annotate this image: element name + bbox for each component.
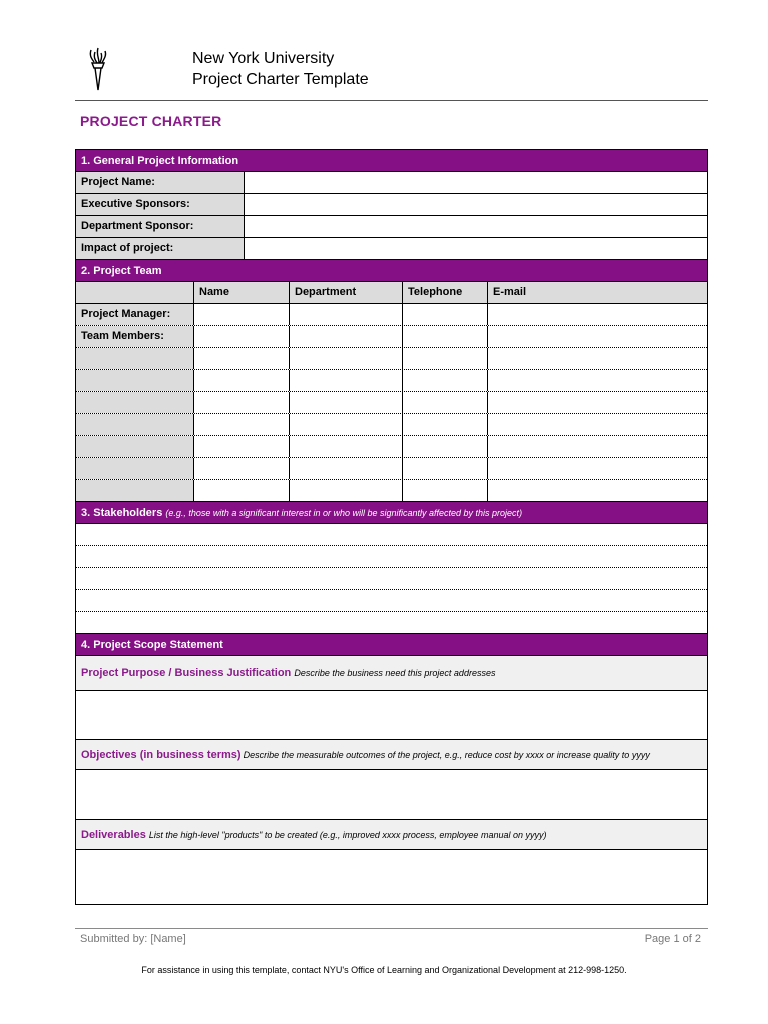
team-telephone-cell[interactable] xyxy=(403,304,488,325)
document-header xyxy=(75,40,708,101)
stakeholder-line[interactable] xyxy=(76,612,707,634)
team-department-cell[interactable] xyxy=(290,370,403,391)
team-telephone-cell[interactable] xyxy=(403,326,488,347)
team-email-cell[interactable] xyxy=(488,326,707,347)
field-row-executive-sponsors xyxy=(76,194,707,216)
purpose-subheader xyxy=(76,656,707,691)
objectives-subheader xyxy=(76,740,707,770)
document-title: Project Charter Template xyxy=(192,71,369,88)
team-name-cell[interactable] xyxy=(194,458,290,479)
table-row xyxy=(76,458,707,480)
team-email-cell[interactable] xyxy=(488,392,707,413)
organization-name: New York University xyxy=(192,50,335,67)
stakeholder-line[interactable] xyxy=(76,590,707,612)
stakeholder-line[interactable] xyxy=(76,546,707,568)
table-row xyxy=(76,480,707,502)
purpose-text-area[interactable] xyxy=(76,691,707,740)
section-project-team-header: 2. Project Team xyxy=(76,260,707,282)
team-name-cell[interactable] xyxy=(194,304,290,325)
team-department-cell[interactable] xyxy=(290,392,403,413)
team-role-label xyxy=(76,370,194,391)
team-role-label xyxy=(76,414,194,435)
deliverables-title: Deliverables xyxy=(81,829,146,841)
team-name-cell[interactable] xyxy=(194,436,290,457)
table-row xyxy=(76,436,707,458)
team-email-cell[interactable] xyxy=(488,414,707,435)
team-department-cell[interactable] xyxy=(290,480,403,501)
table-row xyxy=(76,370,707,392)
team-email-cell[interactable] xyxy=(488,304,707,325)
table-row xyxy=(76,326,707,348)
field-row-department-sponsor xyxy=(76,216,707,238)
field-label: Project Name: xyxy=(76,172,245,193)
team-name-cell[interactable] xyxy=(194,414,290,435)
team-role-label: Project Manager: xyxy=(76,304,194,325)
team-role-label: Team Members: xyxy=(76,326,194,347)
team-department-cell[interactable] xyxy=(290,458,403,479)
page-number: Page 1 of 2 xyxy=(644,933,701,945)
column-header-role xyxy=(76,282,194,303)
team-table-header xyxy=(76,282,707,304)
team-name-cell[interactable] xyxy=(194,326,290,347)
field-row-impact xyxy=(76,238,707,260)
project-name-field[interactable] xyxy=(245,172,707,193)
purpose-title: Project Purpose / Business Justification xyxy=(81,667,292,679)
deliverables-text-area[interactable] xyxy=(76,850,707,904)
project-charter-form xyxy=(75,149,708,905)
team-email-cell[interactable] xyxy=(488,436,707,457)
team-role-label xyxy=(76,480,194,501)
nyu-torch-icon xyxy=(83,46,113,96)
team-role-label xyxy=(76,392,194,413)
section-stakeholders-header xyxy=(76,502,707,524)
table-row xyxy=(76,414,707,436)
team-telephone-cell[interactable] xyxy=(403,458,488,479)
objectives-title: Objectives (in business terms) xyxy=(81,749,241,761)
team-telephone-cell[interactable] xyxy=(403,392,488,413)
team-email-cell[interactable] xyxy=(488,348,707,369)
field-label: Department Sponsor: xyxy=(76,216,245,237)
table-row xyxy=(76,348,707,370)
column-header-email: E-mail xyxy=(493,286,527,298)
section-note: (e.g., those with a significant interest in or who will be significantly affected by this project) xyxy=(165,508,523,518)
team-telephone-cell[interactable] xyxy=(403,348,488,369)
team-email-cell[interactable] xyxy=(488,480,707,501)
team-email-cell[interactable] xyxy=(488,370,707,391)
department-sponsor-field[interactable] xyxy=(245,216,707,237)
deliverables-subheader xyxy=(76,820,707,850)
assistance-note: For assistance in using this template, contact NYU's Office of Learning and Organizational Development at 212-998-1250. xyxy=(141,965,627,975)
purpose-description: Describe the business need this project addresses xyxy=(294,668,496,678)
page-title: PROJECT CHARTER xyxy=(80,113,222,129)
team-telephone-cell[interactable] xyxy=(403,480,488,501)
team-name-cell[interactable] xyxy=(194,392,290,413)
field-label: Executive Sponsors: xyxy=(76,194,245,215)
column-header-name: Name xyxy=(194,282,290,303)
team-department-cell[interactable] xyxy=(290,436,403,457)
stakeholder-line[interactable] xyxy=(76,568,707,590)
team-role-label xyxy=(76,458,194,479)
team-name-cell[interactable] xyxy=(194,348,290,369)
section-scope-header: 4. Project Scope Statement xyxy=(76,634,707,656)
team-telephone-cell[interactable] xyxy=(403,414,488,435)
table-row xyxy=(76,392,707,414)
team-telephone-cell[interactable] xyxy=(403,370,488,391)
footer-divider xyxy=(75,928,708,929)
team-department-cell[interactable] xyxy=(290,414,403,435)
field-label: Impact of project: xyxy=(76,238,245,259)
section-title: 3. Stakeholders xyxy=(81,507,163,519)
deliverables-description: List the high-level "products" to be created (e.g., improved xxxx process, employee manual on yyyy) xyxy=(148,830,547,840)
objectives-text-area[interactable] xyxy=(76,770,707,820)
stakeholder-line[interactable] xyxy=(76,524,707,546)
team-name-cell[interactable] xyxy=(194,480,290,501)
team-email-cell[interactable] xyxy=(488,458,707,479)
objectives-description: Describe the measurable outcomes of the project, e.g., reduce cost by xxxx or increase quality to yyyy xyxy=(243,750,650,760)
submitted-by: Submitted by: [Name] xyxy=(80,933,186,945)
impact-of-project-field[interactable] xyxy=(245,238,707,259)
team-telephone-cell[interactable] xyxy=(403,436,488,457)
column-header-telephone: Telephone xyxy=(403,282,488,303)
column-header-department: Department xyxy=(290,282,403,303)
team-name-cell[interactable] xyxy=(194,370,290,391)
section-general-info-header: 1. General Project Information xyxy=(76,150,707,172)
executive-sponsors-field[interactable] xyxy=(245,194,707,215)
table-row xyxy=(76,304,707,326)
team-role-label xyxy=(76,436,194,457)
team-department-cell[interactable] xyxy=(290,326,403,347)
team-role-label xyxy=(76,348,194,369)
team-department-cell[interactable] xyxy=(290,348,403,369)
field-row-project-name xyxy=(76,172,707,194)
team-department-cell[interactable] xyxy=(290,304,403,325)
